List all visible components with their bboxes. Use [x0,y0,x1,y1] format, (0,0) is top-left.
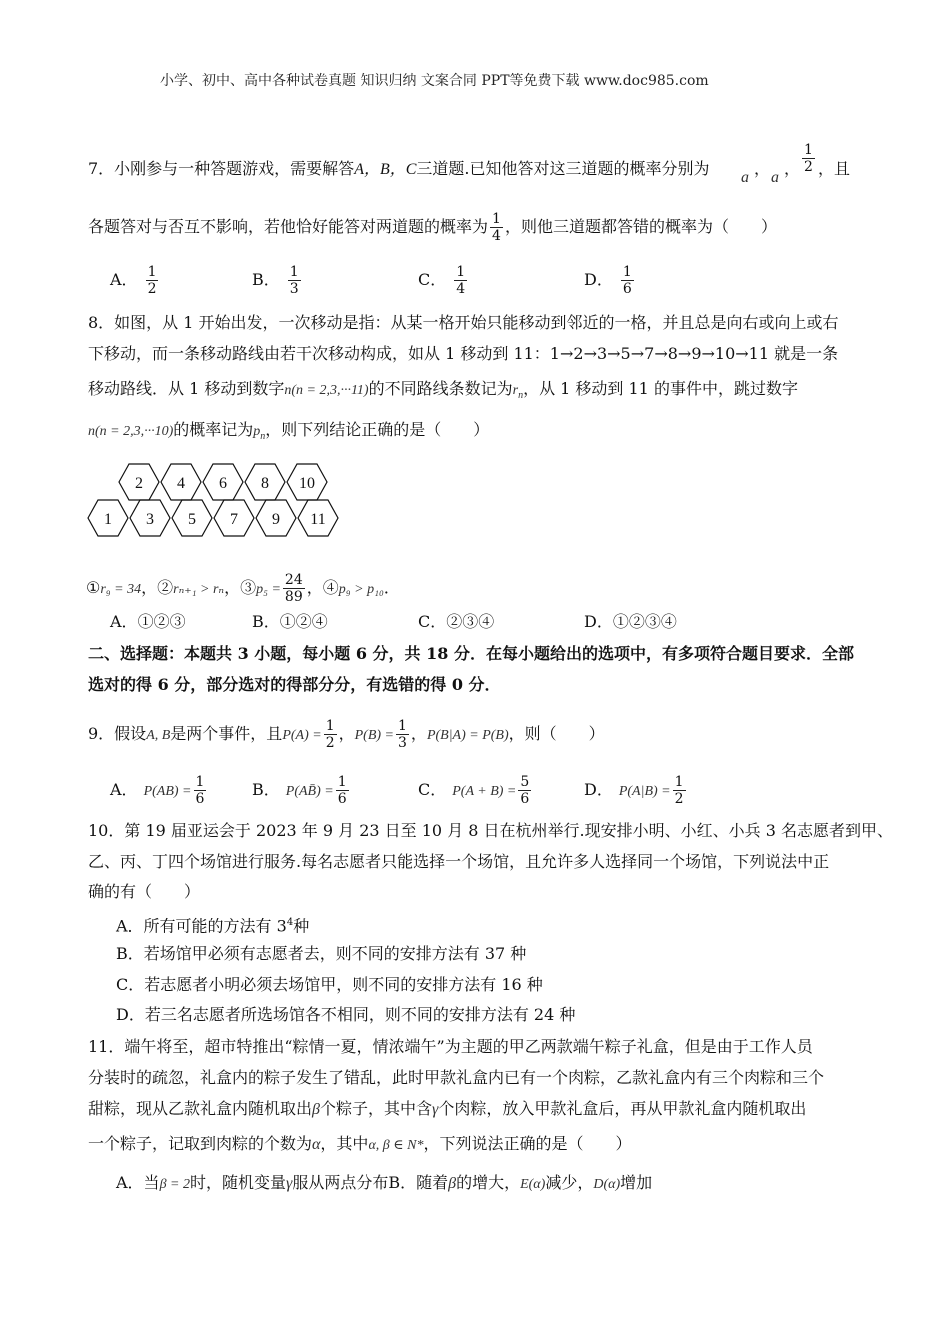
q7-option-a[interactable]: A． $\frac{1}{2}$ [110,264,157,297]
q8-line3: 移动路线．从 1 移动到数字n(n = 2,3,···11)的不同路线条数记为$r_n$，从 1 移动到 11 的事件中，跳过数字 [88,379,798,402]
q11-line4: 一个粽子，记取到肉粽的个数为α，其中α, β ∈ N*，下列说法正确的是（ ） [88,1134,632,1153]
q7-half: $\frac{1}{2}$ [804,142,813,175]
q9-option-a[interactable]: A． P(AB) = $\frac{1}{6}$ [110,774,205,807]
q10-line3: 确的有（ ） [88,882,201,901]
q8-conclusions: ①r₉ = 34，②rₙ₊₁ > rₙ，③p₅ = $\frac{24}{89}$ ，④p₉ > p₁₀． [86,572,400,605]
hex-label: 5 [188,511,196,528]
q7-line2: 各题答对与否互不影响，若他恰好能答对两道题的概率为 $\frac{1}{4}$ ，则他三道题都答错的概率为（ ） [88,211,777,244]
q11-options-row [116,1172,652,1196]
q10-option-d[interactable]: D．若三名志愿者所选场馆各不相同，则不同的安排方法有 24 种 [116,1005,576,1024]
q9-option-b[interactable]: B． P(AB̄) = $\frac{1}{6}$ [252,774,347,807]
hex-label: 11 [310,511,326,528]
q11-option-b[interactable]: B．随着β的增大，E(α)减少，D(α)增加 [388,1173,653,1192]
q7-option-d[interactable]: D． $\frac{1}{6}$ [584,264,632,297]
hex-label: 6 [219,475,227,492]
q11-option-a[interactable]: A．当β = 2时，随机变量γ服从两点分布 [116,1173,389,1192]
hex-label: 4 [177,475,185,492]
hex-label: 8 [261,475,269,492]
q8-line2: 下移动，而一条移动路线由若干次移动构成，如从 1 移动到 11：1→2→3→5→7→8→9→10→11 就是一条 [88,344,839,363]
q9-option-c[interactable]: C． P(A + B) = $\frac{5}{6}$ [418,774,530,807]
q9-stem: 9．假设A, B是两个事件，且P(A) = $\frac{1}{2}$ ，P(B) = $\frac{1}{3}$ ，P(B|A) = P(B)，则（ ） [88,718,605,751]
q8-option-b[interactable]: B．①②④ [252,612,328,631]
q7-comma1: ， [754,159,771,178]
section2-line2: 选对的得 6 分，部分选对的得部分分，有选错的得 0 分． [88,675,501,694]
q11-line3: 甜粽，现从乙款礼盒内随机取出β个粽子，其中含γ个肉粽，放入甲款礼盒后，再从甲款礼盒内随机取出 [88,1099,807,1118]
q8-line4: n(n = 2,3,···10)的概率记为$p_n$，则下列结论正确的是（ ） [88,420,490,443]
q7-a2: a [771,169,779,186]
section2-line1: 二、选择题：本题共 3 小题，每小题 6 分，共 18 分．在每小题给出的选项中，有多项符合题目要求．全部 [88,644,854,663]
q8-option-c[interactable]: C．②③④ [418,612,495,631]
q9-option-d[interactable]: D． P(A|B) = $\frac{1}{2}$ [584,774,684,807]
hex-label: 2 [135,475,143,492]
hex-label: 1 [104,511,112,528]
q8-option-a[interactable]: A．①②③ [110,612,186,631]
q10-option-b[interactable]: B．若场馆甲必须有志愿者去，则不同的安排方法有 37 种 [116,944,527,963]
q8-line1: 8．如图，从 1 开始出发，一次移动是指：从某一格开始只能移动到邻近的一格，并且总是向右或向上或右 [88,313,839,332]
page-header: 小学、初中、高中各种试卷真题 知识归纳 文案合同 PPT等免费下载 www.doc985.com [160,73,709,89]
q8-option-d[interactable]: D．①②③④ [584,612,677,631]
hexagon-grid-figure [86,455,346,545]
q7-line1: 7．小刚参与一种答题游戏，需要解答A，B，C三道题.已知他答对这三道题的概率分别为 [88,159,710,178]
q7-line1-end: ，且 [818,159,851,178]
q7-option-b[interactable]: B． $\frac{1}{3}$ [252,264,299,297]
q11-line2: 分装时的疏忽，礼盒内的粽子发生了错乱，此时甲款礼盒内已有一个肉粽，乙款礼盒内有三个肉粽和三个 [88,1068,825,1087]
q10-option-c[interactable]: C．若志愿者小明必须去场馆甲，则不同的安排方法有 16 种 [116,975,543,994]
q10-line1: 10．第 19 届亚运会于 2023 年 9 月 23 日至 10 月 8 日在杭州举行.现安排小明、小红、小兵 3 名志愿者到甲、 [88,821,893,840]
q11-line1: 11．端午将至，超市特推出“粽情一夏，情浓端午”为主题的甲乙两款端午粽子礼盒，但是由于工作人员 [88,1037,813,1056]
q7-option-c[interactable]: C． $\frac{1}{4}$ [418,264,466,297]
hex-label: 3 [146,511,154,528]
q7-comma2: ， [784,159,801,178]
hex-label: 9 [272,511,280,528]
hex-label: 7 [230,511,238,528]
q10-option-a[interactable]: A．所有可能的方法有 $3^4$种 [116,916,310,936]
q7-a1: a [741,169,749,186]
hex-label: 10 [299,475,315,492]
q10-line2: 乙、丙、丁四个场馆进行服务.每名志愿者只能选择一个场馆，且允许多人选择同一个场馆，下列说法中正 [88,852,830,871]
